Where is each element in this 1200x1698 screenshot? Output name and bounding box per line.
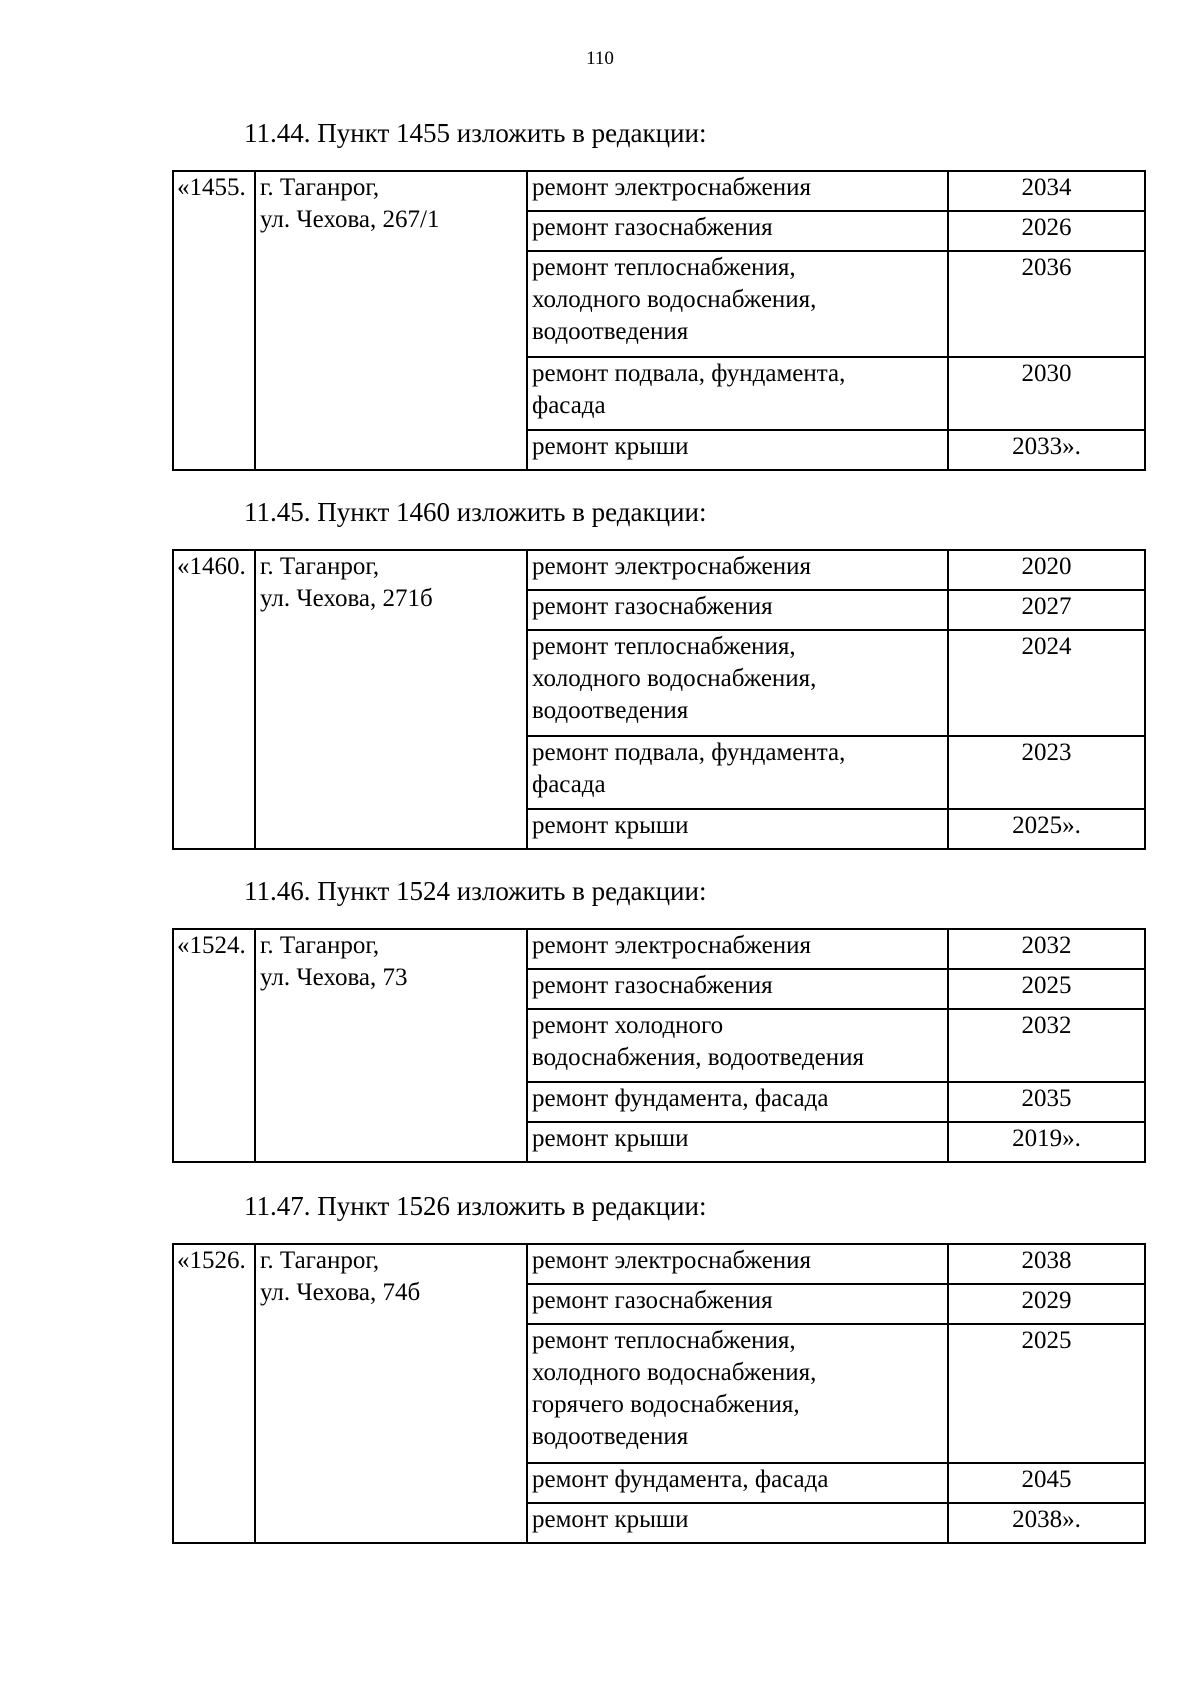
year-cell: 2020: [948, 550, 1145, 590]
year-cell: 2019».: [948, 1122, 1145, 1162]
address-cell: [255, 929, 527, 1162]
address-city: г. Таганрог,: [260, 932, 380, 959]
work-type-cell: ремонт газоснабжения: [527, 590, 948, 630]
year-cell: 2038».: [948, 1503, 1145, 1543]
item-number-cell: [173, 1244, 255, 1543]
work-type-cell: ремонт газоснабжения: [527, 1284, 948, 1324]
year-cell: 2035: [948, 1082, 1145, 1122]
item-number-cell: [173, 550, 255, 849]
table-row: [173, 171, 1145, 211]
address-city: г. Таганрог,: [260, 174, 380, 201]
work-type-cell: ремонт подвала, фундамента, фасада: [527, 736, 948, 809]
address-street: ул. Чехова, 74б: [260, 1279, 421, 1306]
work-type-cell: ремонт подвала, фундамента, фасада: [527, 357, 948, 430]
work-type-cell: ремонт электроснабжения: [527, 171, 948, 211]
year-cell: 2026: [948, 211, 1145, 251]
work-type-cell: ремонт крыши: [527, 1503, 948, 1543]
table-row: [173, 929, 1145, 969]
work-type-cell: ремонт электроснабжения: [527, 1244, 948, 1284]
year-cell: 2034: [948, 171, 1145, 211]
address-street: ул. Чехова, 271б: [260, 585, 433, 612]
address-city: г. Таганрог,: [260, 553, 380, 580]
year-cell: 2025».: [948, 809, 1145, 849]
year-cell: 2030: [948, 357, 1145, 430]
amendment-table: [172, 170, 1146, 471]
address-street: ул. Чехова, 73: [260, 964, 408, 991]
work-type-cell: ремонт газоснабжения: [527, 969, 948, 1009]
address-cell: [255, 550, 527, 849]
amendment-table: [172, 549, 1146, 850]
item-number: «1460.: [177, 553, 246, 580]
year-cell: 2027: [948, 590, 1145, 630]
work-type-cell: ремонт газоснабжения: [527, 211, 948, 251]
section-heading: 11.44. Пункт 1455 изложить в редакции:: [244, 118, 707, 148]
year-cell: 2036: [948, 251, 1145, 357]
work-type-cell: ремонт электроснабжения: [527, 929, 948, 969]
table-row: [173, 550, 1145, 590]
item-number: «1455.: [177, 174, 246, 201]
amendment-table: [172, 928, 1146, 1163]
amendment-table: [172, 1243, 1146, 1544]
work-type-cell: ремонт крыши: [527, 809, 948, 849]
year-cell: 2024: [948, 630, 1145, 736]
year-cell: 2023: [948, 736, 1145, 809]
work-type-cell: ремонт теплоснабжения, холодного водоснабжения, водоотведения: [527, 630, 948, 736]
work-type-cell: ремонт холодного водоснабжения, водоотведения: [527, 1009, 948, 1082]
address-city: г. Таганрог,: [260, 1247, 380, 1274]
page-number: 110: [586, 48, 614, 69]
work-type-cell: ремонт крыши: [527, 1122, 948, 1162]
work-type-cell: ремонт крыши: [527, 430, 948, 470]
year-cell: 2038: [948, 1244, 1145, 1284]
address-street: ул. Чехова, 267/1: [260, 206, 440, 233]
item-number: «1526.: [177, 1247, 246, 1274]
work-type-cell: ремонт электроснабжения: [527, 550, 948, 590]
year-cell: 2025: [948, 969, 1145, 1009]
year-cell: 2045: [948, 1463, 1145, 1503]
address-cell: [255, 1244, 527, 1543]
year-cell: 2032: [948, 1009, 1145, 1082]
year-cell: 2025: [948, 1324, 1145, 1463]
item-number: «1524.: [177, 932, 246, 959]
item-number-cell: [173, 171, 255, 470]
work-type-cell: ремонт фундамента, фасада: [527, 1463, 948, 1503]
item-number-cell: [173, 929, 255, 1162]
year-cell: 2029: [948, 1284, 1145, 1324]
work-type-cell: ремонт теплоснабжения, холодного водоснабжения, горячего водоснабжения, водоотведения: [527, 1324, 948, 1463]
year-cell: 2033».: [948, 430, 1145, 470]
section-heading: 11.47. Пункт 1526 изложить в редакции:: [244, 1191, 707, 1221]
section-heading: 11.45. Пункт 1460 изложить в редакции:: [244, 497, 707, 527]
table-row: [173, 1244, 1145, 1284]
address-cell: [255, 171, 527, 470]
work-type-cell: ремонт теплоснабжения, холодного водоснабжения, водоотведения: [527, 251, 948, 357]
work-type-cell: ремонт фундамента, фасада: [527, 1082, 948, 1122]
section-heading: 11.46. Пункт 1524 изложить в редакции:: [244, 876, 707, 906]
year-cell: 2032: [948, 929, 1145, 969]
